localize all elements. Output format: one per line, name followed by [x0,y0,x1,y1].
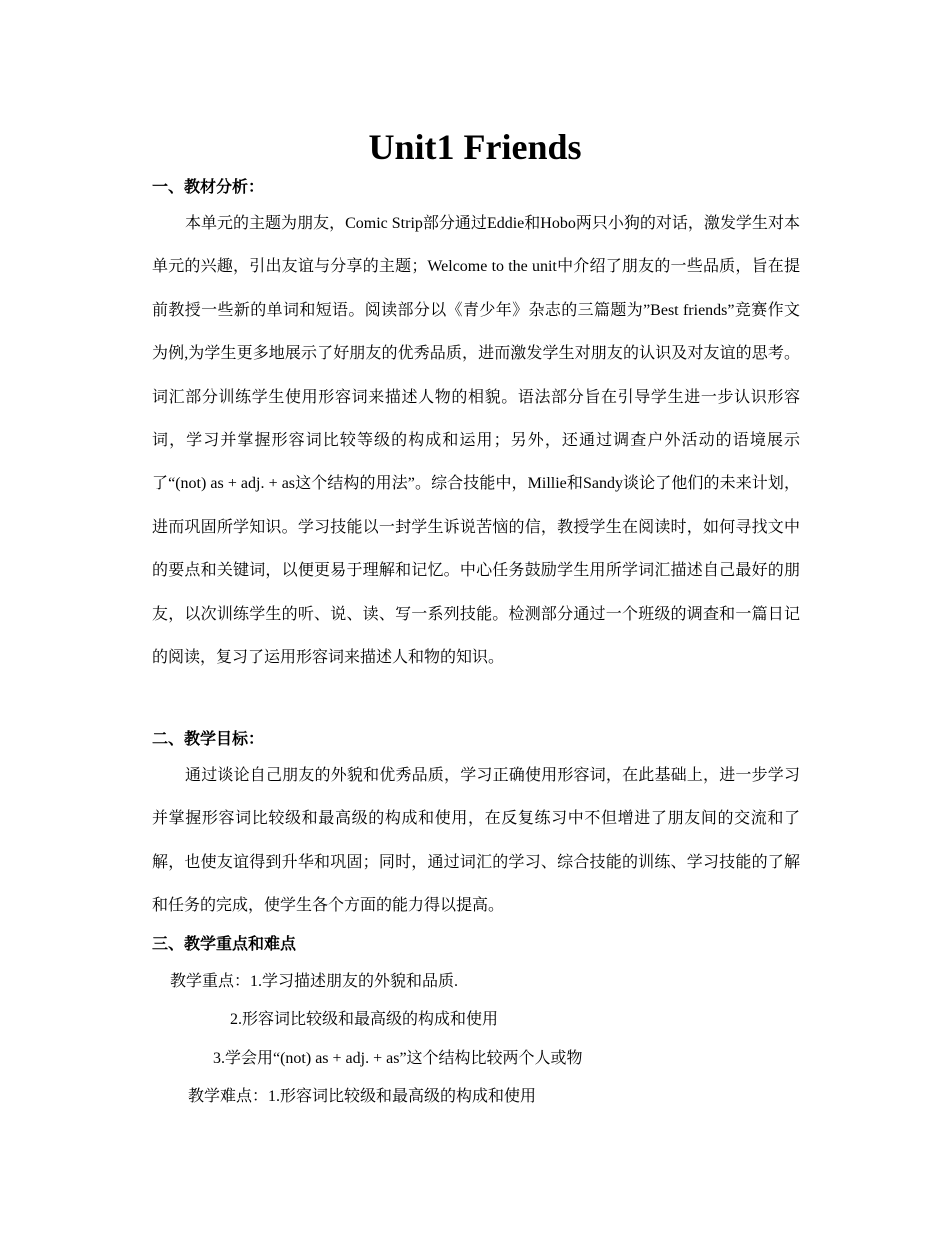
section-heading-key-points: 三、教学重点和难点 [152,936,297,953]
section-body-analysis: 本单元的主题为朋友，Comic Strip部分通过Eddie和Hobo两只小狗的对话，激发学生对本单元的兴趣，引出友谊与分享的主题；Welcome to the unit中介绍了朋友的一些品质，旨在提前教授一些新的单词和短语。阅读部分以《青少年》杂志的三篇题为”Best friends”竞赛作文为例,为学生更多地展示了好朋友的优秀品质，进而激发学生对朋友的认识及对友谊的思考。词汇部分训练学生使用形容词来描述人物的相貌。语法部分旨在引导学生进一步认识形容词，学习并掌握形容词比较等级的构成和运用；另外，还通过调查户外活动的语境展示了“(not) as + adj. + as这个结构的用法”。综合技能中，Millie和Sandy谈论了他们的未来计划，进而巩固所学知识。学习技能以一封学生诉说苦恼的信，教授学生在阅读时，如何寻找文中的要点和关键词，以便更易于理解和记忆。中心任务鼓励学生用所学词汇描述自己最好的朋友，以次训练学生的听、说、读、写一系列技能。检测部分通过一个班级的调查和一篇日记的阅读，复习了运用形容词来描述人和物的知识。 [152,215,800,667]
key-point-line: 3.学会用“(not) as + adj. + as”这个结构比较两个人或物 [213,1050,583,1067]
document-title: Unit1 Friends [368,127,582,167]
key-point-line: 教学重点：1.学习描述朋友的外貌和品质. [170,973,459,990]
section-body-objectives: 通过谈论自己朋友的外貌和优秀品质，学习正确使用形容词，在此基础上，进一步学习并掌握形容词比较级和最高级的构成和使用，在反复练习中不但增进了朋友间的交流和了解，也使友谊得到升华和巩固；同时，通过词汇的学习、综合技能的训练、学习技能的了解和任务的完成，使学生各个方面的能力得以提高。 [152,767,800,915]
difficulty-line: 教学难点：1.形容词比较级和最高级的构成和使用 [188,1088,537,1105]
key-point-line: 2.形容词比较级和最高级的构成和使用 [230,1011,499,1028]
section-heading-analysis: 一、教材分析： [152,179,265,196]
section-heading-objectives: 二、教学目标： [152,731,265,748]
